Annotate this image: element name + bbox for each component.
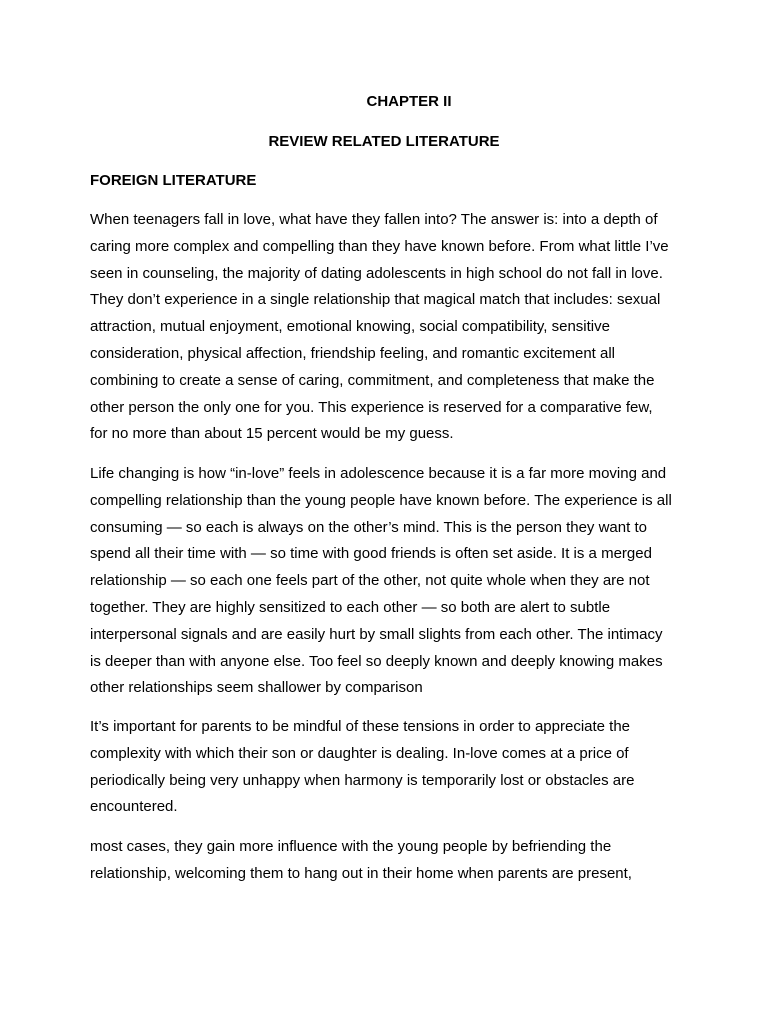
text-line: They don’t experience in a single relationship that magical match that includes: sexual: [90, 291, 661, 309]
text-line: compelling relationship than the young people have known before. The experience is all: [90, 491, 672, 509]
text-line: relationship — so each one feels part of the other, not quite whole when they are not: [90, 572, 650, 590]
text-line: is deeper than with anyone else. Too feel so deeply known and deeply knowing makes: [90, 652, 663, 670]
text-line: interpersonal signals and are easily hurt by small slights from each other. The intimacy: [90, 625, 663, 643]
text-line: seen in counseling, the majority of dating adolescents in high school do not fall in love.: [90, 264, 663, 282]
text-line: most cases, they gain more influence with the young people by befriending the: [90, 838, 612, 855]
text-line: other relationships seem shallower by comparison: [90, 679, 423, 697]
text-line: Life changing is how “in-love” feels in adolescence because it is a far more moving and: [90, 465, 667, 482]
paragraph: [90, 834, 690, 888]
text-line: attraction, mutual enjoyment, emotional knowing, social compatibility, sensitive: [90, 318, 610, 336]
text-line: caring more complex and compelling than they have known before. From what little I’ve: [90, 237, 669, 255]
paragraph: [90, 207, 690, 448]
chapter-heading: CHAPTER II: [366, 93, 452, 110]
text-line: combining to create a sense of caring, commitment, and completeness that make the: [90, 371, 655, 389]
text-line: When teenagers fall in love, what have they fallen into? The answer is: into a depth of: [90, 211, 658, 228]
section-title: REVIEW RELATED LITERATURE: [268, 133, 500, 150]
text-line: complexity with which their son or daughter is dealing. In-love comes at a price of: [90, 744, 629, 762]
paragraph: [90, 461, 690, 702]
subheading: FOREIGN LITERATURE: [90, 172, 257, 189]
text-line: relationship, welcoming them to hang out in their home when parents are present,: [90, 864, 632, 882]
text-line: It’s important for parents to be mindful of these tensions in order to appreciate the: [90, 718, 631, 735]
text-line: consuming — so each is always on the other’s mind. This is the person they want to: [90, 518, 647, 536]
text-line: other person the only one for you. This experience is reserved for a comparative few,: [90, 398, 653, 416]
paragraph: [90, 714, 690, 821]
text-line: periodically being very unhappy when harmony is temporarily lost or obstacles are: [90, 771, 635, 789]
text-line: encountered.: [90, 798, 178, 816]
text-line: together. They are highly sensitized to each other — so both are alert to subtle: [90, 598, 611, 616]
text-line: consideration, physical affection, friendship feeling, and romantic excitement all: [90, 344, 616, 362]
text-line: for no more than about 15 percent would be my guess.: [90, 425, 454, 443]
text-line: spend all their time with — so time with good friends is often set aside. It is a merged: [90, 545, 652, 563]
